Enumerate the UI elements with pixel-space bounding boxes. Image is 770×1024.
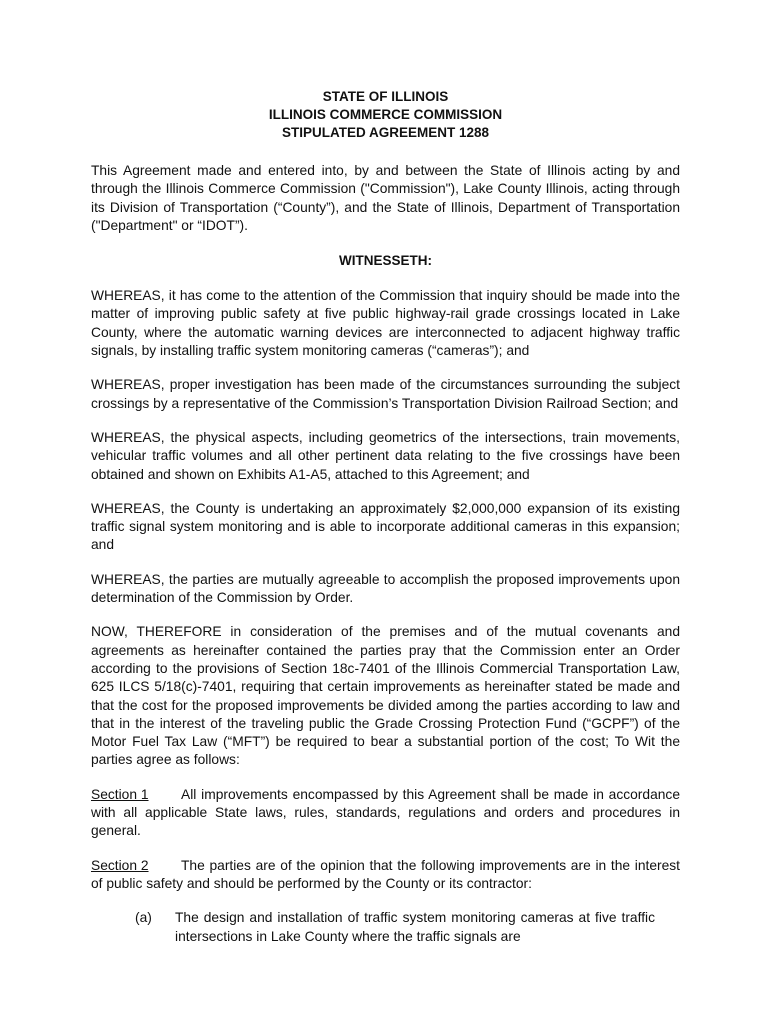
document-heading [91,88,680,142]
now-therefore-paragraph: NOW, THEREFORE in consideration of the premises and of the mutual covenants and agreements as hereinafter contained the parties pray that the Commission enter an Order according to the provisions of Section 18c-7401 of the Illinois Commercial Transportation Law, 625 ILCS 5/18(c)-7401, requiring that certain improvements as hereinafter stated be made and that the cost for the proposed improvements be divided among the parties according to law and that in the interest of the traveling public the Grade Crossing Protection Fund (“GCPF”) of the Motor Fuel Tax Law (“MFT”) be required to bear a substantial portion of the cost; To Wit the parties agree as follows: [91,624,680,768]
whereas-paragraph-1: WHEREAS, it has come to the attention of the Commission that inquiry should be made into the matter of improving public safety at five public highway-rail grade crossings located in Lake County, where the automatic warning devices are interconnected to adjacent highway traffic signals, by installing traffic system monitoring cameras (“cameras”); and [91,288,680,359]
section-1-paragraph [91,786,680,841]
heading-commission: ILLINOIS COMMERCE COMMISSION [268,107,503,122]
section-1-label: Section 1 [91,786,149,802]
whereas-paragraph-3: WHEREAS, the physical aspects, including geometrics of the intersections, train movements, vehicular traffic volumes and all other pertinent data relating to the five crossings have been obtained and shown on Exhibits A1-A5, attached to this Agreement; and [91,429,680,482]
whereas-paragraph-5: WHEREAS, the parties are mutually agreeable to accomplish the proposed improvements upon determination of the Commission by Order. [91,571,680,606]
section-2-text: The parties are of the opinion that the following improvements are in the interest of public safety and should be performed by the County or its contractor: [91,857,680,891]
whereas-paragraph-4: WHEREAS, the County is undertaking an approximately $2,000,000 expansion of its existing traffic signal system monitoring and is able to incorporate additional cameras in this expansion; and [91,500,680,553]
intro-paragraph: This Agreement made and entered into, by and between the State of Illinois acting by and through the Illinois Commerce Commission ("Commission"), Lake County Illinois, acting through its Division of Transportation (“County”), and the State of Illinois, Department of Transportation ("Department" or “IDOT”). [91,163,680,233]
heading-state: STATE OF ILLINOIS [322,89,449,104]
item-a-label: (a) [135,910,152,926]
section-2-paragraph [91,857,680,894]
whereas-paragraph-2: WHEREAS, proper investigation has been made of the circumstances surrounding the subject crossings by a representative of the Commission’s Transportation Division Railroad Section; and [91,377,680,411]
item-a-text: The design and installation of traffic system monitoring cameras at five traffic intersections in Lake County where the traffic signals are [175,910,655,944]
section-2-label: Section 2 [91,857,149,873]
list-item [91,909,680,946]
witnesseth-heading: WITNESSETH: [339,253,432,269]
heading-agreement: STIPULATED AGREEMENT 1288 [281,125,490,140]
section-1-text: All improvements encompassed by this Agreement shall be made in accordance with all applicable State laws, rules, standards, regulations and orders and procedures in general. [91,786,680,839]
